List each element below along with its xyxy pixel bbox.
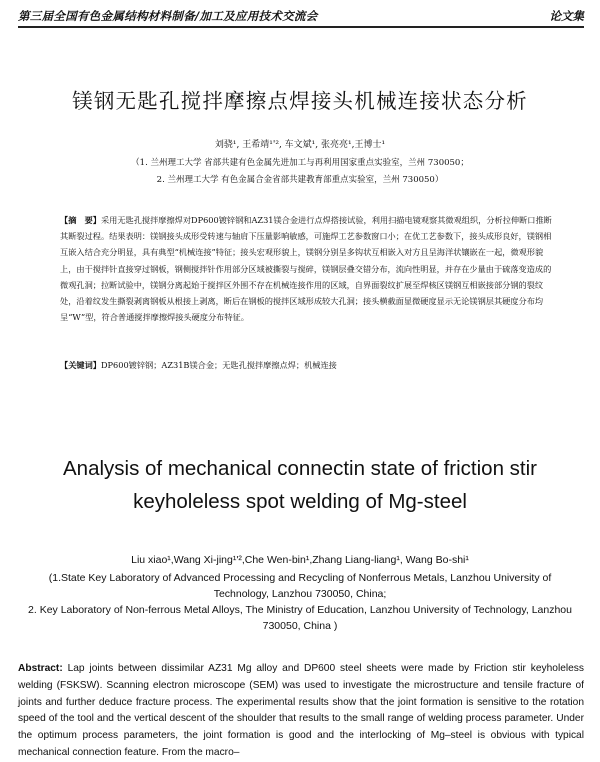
english-authors: Liu xiao¹,Wang Xi-jing¹'²,Che Wen-bin¹,Zhang Liang-liang¹, Wang Bo-shi¹ bbox=[131, 554, 469, 566]
english-abstract-text: Lap joints between dissimilar AZ31 Mg alloy and DP600 steel sheets were made by Friction stir keyholeless welding (FSKSW). Scanning electron microscope (SEM) was used to investigate the microstructure and tensile fracture of joints and further deduce fracture process. The experimental results show that the joint formation is sensitive to the rotation speed of the tool and the vertical descent of the shoulder that results to the small range of welding process parameter. Under the optimum process parameters, the joint formation is good and the interlocking of Mg–steel is obvious with typical mechanical connection feature. From the macro– bbox=[18, 663, 584, 758]
english-title bbox=[0, 452, 600, 518]
chinese-title: 镁钢无匙孔搅拌摩擦点焊接头机械连接状态分析 bbox=[72, 89, 528, 113]
english-affiliation-2: 2. Key Laboratory of Non-ferrous Metal Alloys, The Ministry of Education, Lanzhou University of Technology, Lanzhou 730050, China ) bbox=[28, 604, 572, 632]
conference-title: 第三届全国有色金属结构材料制备/加工及应用技术交流会 bbox=[18, 9, 318, 23]
english-abstract-label: Abstract: bbox=[18, 663, 63, 674]
section-label: 论文集 bbox=[549, 9, 584, 23]
chinese-affiliation-2: 2. 兰州理工大学 有色金属合金省部共建教育部重点实验室，兰州 730050） bbox=[156, 175, 444, 185]
chinese-authors: 刘骁¹, 王希靖¹'², 车文斌¹, 张亮亮¹,王博士¹ bbox=[214, 140, 386, 150]
chinese-keywords-text: DP600镀锌钢；AZ31B镁合金；无匙孔搅拌摩擦点焊；机械连接 bbox=[100, 360, 337, 370]
chinese-affiliation-1: （1. 兰州理工大学 省部共建有色金属先进加工与再利用国家重点实验室，兰州 730050； bbox=[131, 158, 469, 168]
english-title-line-2: keyholeless spot welding of Mg-steel bbox=[133, 490, 467, 513]
english-abstract bbox=[18, 661, 584, 762]
chinese-abstract-text: 采用无匙孔搅拌摩擦焊对DP600镀锌钢和AZ31镁合金进行点焊搭接试验，利用扫描电镜观察其微观组织，分析拉伸断口推断其断裂过程。结果表明：镁钢接头成形受转速与轴肩下压量影响敏感，可施焊工艺参数窗口小；在优工艺参数下，接头成形良好，镁钢相互嵌入结合充分明显，具有典型“机械连接”特征；接头宏观形貌上，镁钢分别呈多钩状互相嵌入对方且呈海洋状镶嵌在一起，微观形貌上，由于搅拌针直接穿过钢板，钢侧搅拌针作用部分区域被撕裂与搅碎，镁钢层叠交错分布，流向性明显，并存在少量由于硫落变造成的微观孔洞；拉断试验中，镁钢分离起始于搅拌区外围不存在机械连接作用的区域，自界面裂纹扩展至焊核区镁钢互相嵌接部分钢的裂纹处，沿着纹发生撕裂剥离钢板从根接上剥离，断后在钢板的搅拌区域形成较大孔洞；接头横截面显微硬度显示无论镁钢层其硬度分布均呈“W”型，符合普通搅拌摩擦焊接头硬度分布特征。 bbox=[60, 215, 552, 323]
english-affiliation-1: (1.State Key Laboratory of Advanced Processing and Recycling of Nonferrous Metals, Lanzhou University of Technology, Lanzhou 730050, China; bbox=[48, 572, 552, 600]
chinese-keywords-label: 【关键词】 bbox=[60, 360, 101, 370]
chinese-abstract-label: 【摘 要】 bbox=[60, 215, 101, 225]
english-title-line-1: Analysis of mechanical connectin state of friction stir bbox=[63, 457, 537, 480]
running-header bbox=[18, 6, 584, 28]
chinese-keywords bbox=[60, 360, 337, 371]
chinese-abstract bbox=[60, 212, 552, 325]
